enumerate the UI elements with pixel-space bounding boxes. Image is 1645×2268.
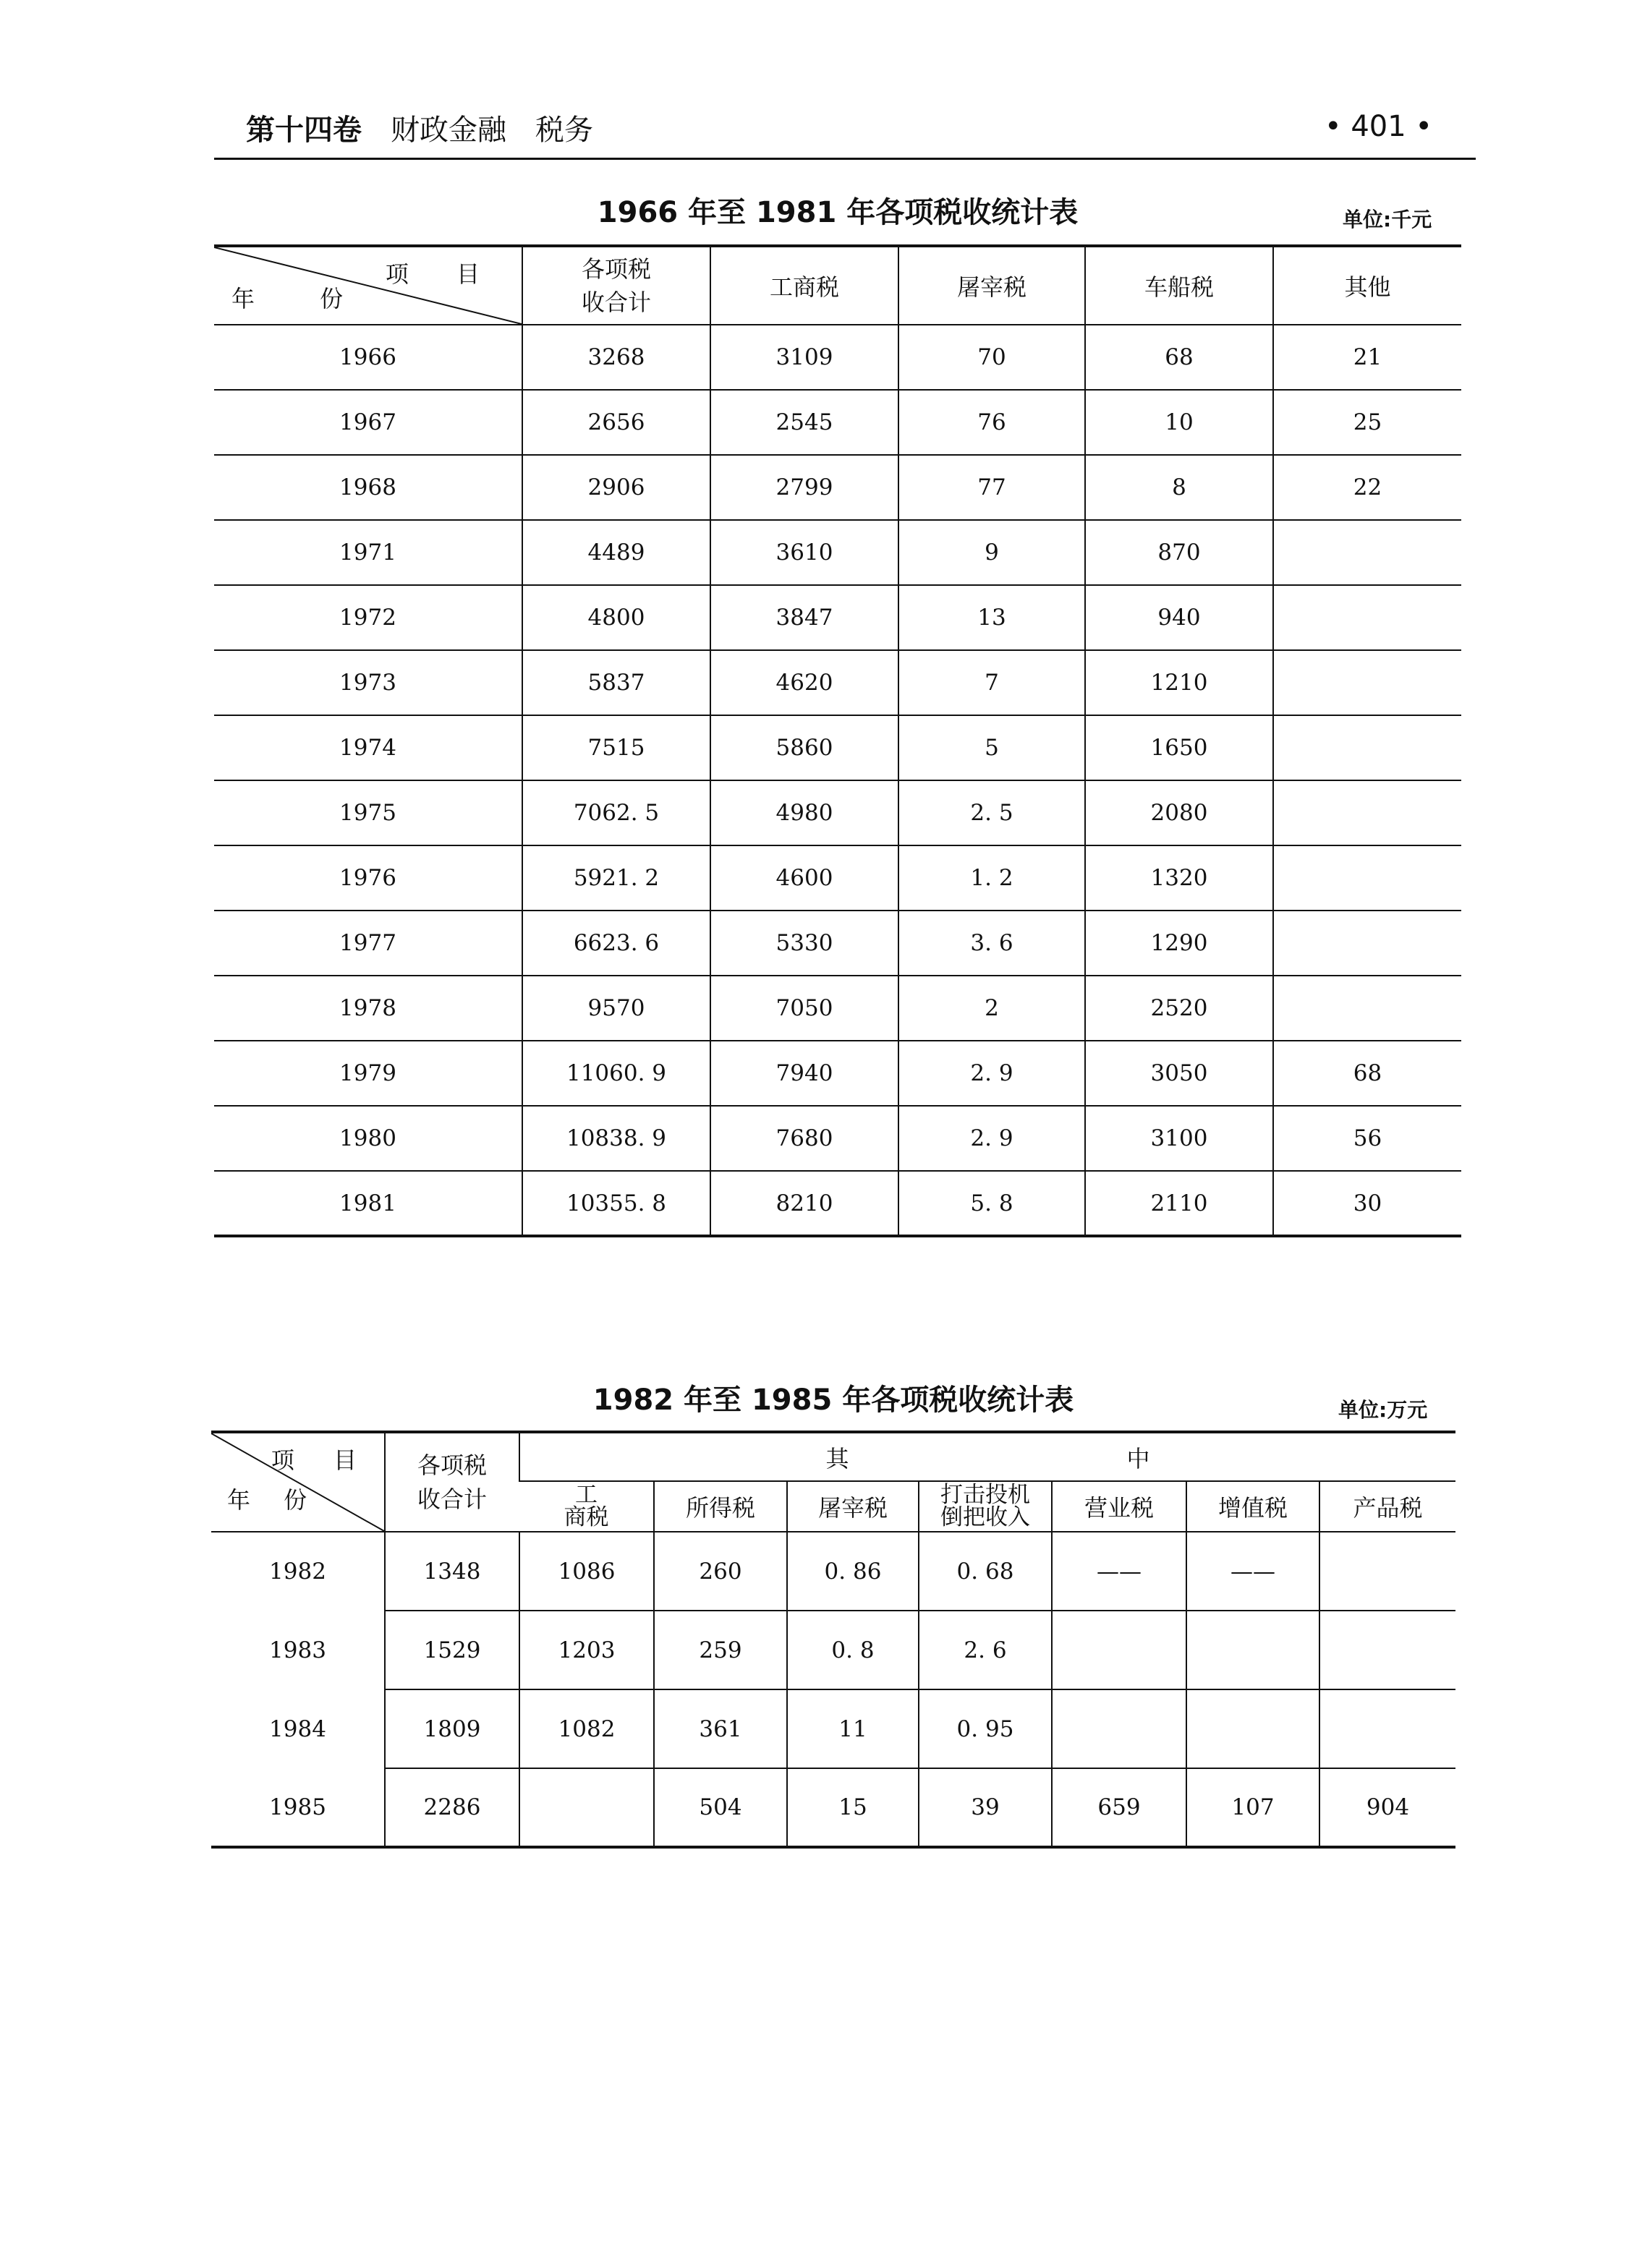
table-row — [214, 780, 1461, 845]
value-cell: 77 — [898, 455, 1085, 520]
value-cell — [519, 1768, 654, 1847]
header-vehicle-vessel-tax: 车船税 — [1085, 246, 1273, 325]
value-cell: 1. 2 — [898, 845, 1085, 911]
value-cell: 1086 — [519, 1532, 654, 1611]
value-cell: 7680 — [710, 1106, 898, 1171]
value-cell: 7 — [898, 650, 1085, 715]
corner-item-label: 项 目 — [271, 1446, 373, 1474]
header-industry-commerce-tax — [519, 1481, 654, 1532]
value-cell — [1273, 585, 1461, 650]
value-cell: 1203 — [519, 1611, 654, 1689]
value-cell: 8210 — [710, 1171, 898, 1236]
value-cell: 2520 — [1085, 976, 1273, 1041]
value-cell: 5 — [898, 715, 1085, 780]
value-cell: 76 — [898, 390, 1085, 455]
year-cell: 1984 — [269, 1715, 326, 1742]
value-cell: 7062. 5 — [522, 780, 710, 845]
table1-title: 1966 年至 1981 年各项税收统计表 — [597, 196, 1079, 229]
volume-label: 第十四卷 — [246, 114, 362, 147]
header-total — [385, 1432, 519, 1532]
value-cell — [1052, 1689, 1186, 1768]
value-cell: 259 — [654, 1611, 787, 1689]
value-cell: —— — [1052, 1532, 1186, 1611]
header-other: 其他 — [1273, 246, 1461, 325]
value-cell: 8 — [1085, 455, 1273, 520]
corner-item-label: 项 目 — [385, 260, 500, 288]
value-cell: 4620 — [710, 650, 898, 715]
value-cell — [1273, 780, 1461, 845]
year-cell: 1980 — [214, 1106, 522, 1171]
value-cell: 5330 — [710, 911, 898, 976]
value-cell: 659 — [1052, 1768, 1186, 1847]
value-cell: 56 — [1273, 1106, 1461, 1171]
table-row — [211, 1611, 1455, 1689]
value-cell: 3. 6 — [898, 911, 1085, 976]
header-slaughter-tax — [787, 1481, 919, 1532]
table-row — [211, 1689, 1455, 1768]
value-cell: 3109 — [710, 325, 898, 390]
value-cell: 940 — [1085, 585, 1273, 650]
header-industry-commerce-tax: 工商税 — [710, 246, 898, 325]
year-cell: 1981 — [214, 1171, 522, 1236]
value-cell: 2656 — [522, 390, 710, 455]
value-cell: 1809 — [385, 1689, 519, 1768]
page-header — [214, 101, 1476, 159]
value-cell: 3847 — [710, 585, 898, 650]
table-row — [214, 1106, 1461, 1171]
value-cell — [1052, 1611, 1186, 1689]
value-cell: 7515 — [522, 715, 710, 780]
value-cell: 5921. 2 — [522, 845, 710, 911]
value-cell: 0. 86 — [787, 1532, 919, 1611]
value-cell: 2. 5 — [898, 780, 1085, 845]
value-cell — [1186, 1689, 1319, 1768]
header-total — [522, 246, 710, 325]
header-value-added-tax — [1186, 1481, 1319, 1532]
value-cell: 2. 9 — [898, 1041, 1085, 1106]
value-cell — [1273, 650, 1461, 715]
table-row — [214, 325, 1461, 390]
value-cell: 1082 — [519, 1689, 654, 1768]
value-cell: 30 — [1273, 1171, 1461, 1236]
value-cell: 4600 — [710, 845, 898, 911]
value-cell: 1529 — [385, 1611, 519, 1689]
table1-corner-cell — [214, 246, 522, 325]
corner-year-label: 年 份 — [231, 285, 373, 312]
table-row — [214, 585, 1461, 650]
value-cell: 2906 — [522, 455, 710, 520]
value-cell — [1273, 911, 1461, 976]
value-cell: 39 — [919, 1768, 1052, 1847]
value-cell: 9 — [898, 520, 1085, 585]
value-cell: 2. 6 — [919, 1611, 1052, 1689]
value-cell — [1319, 1689, 1455, 1768]
table-row — [214, 390, 1461, 455]
value-cell: 2. 9 — [898, 1106, 1085, 1171]
value-cell: 260 — [654, 1532, 787, 1611]
table1 — [214, 244, 1461, 1237]
table2 — [211, 1431, 1455, 1849]
table2-corner-cell — [211, 1432, 385, 1532]
header-total-line1: 各项税 — [417, 1451, 487, 1480]
value-cell: 3100 — [1085, 1106, 1273, 1171]
value-cell: 4980 — [710, 780, 898, 845]
value-cell: 68 — [1273, 1041, 1461, 1106]
value-cell: 70 — [898, 325, 1085, 390]
table2-body — [211, 1532, 1455, 1847]
value-cell: 904 — [1319, 1768, 1455, 1847]
value-cell — [1273, 520, 1461, 585]
table-row — [214, 650, 1461, 715]
header-income-tax-line: 所得税 — [685, 1494, 755, 1522]
value-cell: 22 — [1273, 455, 1461, 520]
running-title — [246, 107, 593, 148]
value-cell — [1319, 1532, 1455, 1611]
table1-body — [214, 325, 1461, 1236]
value-cell: 3610 — [710, 520, 898, 585]
value-cell: 68 — [1085, 325, 1273, 390]
table-row — [214, 715, 1461, 780]
value-cell: 7940 — [710, 1041, 898, 1106]
header-industry-commerce-tax-line: 工 — [575, 1482, 598, 1508]
header-income-tax — [654, 1481, 787, 1532]
table-row — [211, 1768, 1455, 1847]
year-cell: 1972 — [214, 585, 522, 650]
year-cell: 1985 — [269, 1794, 326, 1820]
value-cell: 107 — [1186, 1768, 1319, 1847]
value-cell: —— — [1186, 1532, 1319, 1611]
header-total-line2: 收合计 — [581, 289, 651, 316]
value-cell: 5. 8 — [898, 1171, 1085, 1236]
section-label: 财政金融 税务 — [391, 114, 593, 147]
value-cell: 25 — [1273, 390, 1461, 455]
table-row — [214, 845, 1461, 911]
value-cell: 13 — [898, 585, 1085, 650]
value-cell: 1650 — [1085, 715, 1273, 780]
value-cell: 4800 — [522, 585, 710, 650]
header-anti-speculation-income-line: 打击投机 — [940, 1482, 1030, 1508]
value-cell: 15 — [787, 1768, 919, 1847]
year-cell: 1973 — [214, 650, 522, 715]
value-cell: 2286 — [385, 1768, 519, 1847]
year-cell: 1982 — [211, 1532, 385, 1611]
value-cell: 1210 — [1085, 650, 1273, 715]
header-rule — [214, 158, 1476, 160]
year-cell: 1966 — [214, 325, 522, 390]
value-cell: 0. 8 — [787, 1611, 919, 1689]
value-cell: 5837 — [522, 650, 710, 715]
table-row — [214, 520, 1461, 585]
header-business-tax-line: 营业税 — [1084, 1494, 1154, 1522]
value-cell: 361 — [654, 1689, 787, 1768]
table-row — [214, 1171, 1461, 1236]
value-cell: 1320 — [1085, 845, 1273, 911]
year-cell: 1978 — [214, 976, 522, 1041]
year-cell: 1976 — [214, 845, 522, 911]
value-cell: 504 — [654, 1768, 787, 1847]
header-slaughter-tax: 屠宰税 — [898, 246, 1085, 325]
value-cell: 2 — [898, 976, 1085, 1041]
header-product-tax-line: 产品税 — [1353, 1494, 1423, 1522]
value-cell — [1319, 1611, 1455, 1689]
table1-unit: 单位:千元 — [1343, 208, 1432, 231]
table-row — [214, 911, 1461, 976]
year-cell: 1974 — [214, 715, 522, 780]
header-business-tax — [1052, 1481, 1186, 1532]
year-cell: 1983 — [269, 1637, 326, 1663]
year-cell: 1975 — [214, 780, 522, 845]
value-cell: 10 — [1085, 390, 1273, 455]
value-cell: 2110 — [1085, 1171, 1273, 1236]
header-product-tax — [1319, 1481, 1455, 1532]
value-cell: 3268 — [522, 325, 710, 390]
value-cell — [1273, 845, 1461, 911]
value-cell: 0. 68 — [919, 1532, 1052, 1611]
year-cell: 1971 — [214, 520, 522, 585]
header-slaughter-tax-line: 屠宰税 — [817, 1494, 888, 1522]
value-cell: 10838. 9 — [522, 1106, 710, 1171]
value-cell — [1273, 715, 1461, 780]
year-cell: 1967 — [214, 390, 522, 455]
value-cell: 7050 — [710, 976, 898, 1041]
table-row — [214, 976, 1461, 1041]
table-row — [214, 1041, 1461, 1106]
year-cell: 1979 — [214, 1041, 522, 1106]
value-cell: 1290 — [1085, 911, 1273, 976]
value-cell: 6623. 6 — [522, 911, 710, 976]
header-total-line2: 收合计 — [417, 1485, 487, 1513]
value-cell: 10355. 8 — [522, 1171, 710, 1236]
header-value-added-tax-line: 增值税 — [1217, 1494, 1288, 1522]
page-number: • 401 • — [1325, 110, 1432, 143]
value-cell — [1273, 976, 1461, 1041]
value-cell: 3050 — [1085, 1041, 1273, 1106]
table1-header-row — [214, 246, 1461, 325]
header-anti-speculation-income — [919, 1481, 1052, 1532]
year-cell: 1977 — [214, 911, 522, 976]
value-cell: 0. 95 — [919, 1689, 1052, 1768]
value-cell: 2080 — [1085, 780, 1273, 845]
value-cell: 21 — [1273, 325, 1461, 390]
value-cell: 2545 — [710, 390, 898, 455]
table2-header-row1 — [211, 1432, 1455, 1481]
table2-unit: 单位:万元 — [1338, 1398, 1428, 1422]
table-row — [214, 455, 1461, 520]
header-of-which: 其 中 — [519, 1432, 1455, 1481]
value-cell: 2799 — [710, 455, 898, 520]
value-cell — [1186, 1611, 1319, 1689]
value-cell: 870 — [1085, 520, 1273, 585]
table-row — [211, 1532, 1455, 1611]
value-cell: 11 — [787, 1689, 919, 1768]
value-cell: 9570 — [522, 976, 710, 1041]
value-cell: 11060. 9 — [522, 1041, 710, 1106]
value-cell: 4489 — [522, 520, 710, 585]
corner-year-label: 年 份 — [227, 1486, 320, 1514]
header-anti-speculation-income-line: 倒把收入 — [940, 1504, 1030, 1530]
header-industry-commerce-tax-line: 商税 — [564, 1504, 609, 1530]
value-cell: 5860 — [710, 715, 898, 780]
header-total-line1: 各项税 — [581, 255, 651, 283]
table2-title: 1982 年至 1985 年各项税收统计表 — [592, 1384, 1074, 1417]
value-cell: 1348 — [385, 1532, 519, 1611]
year-cell: 1968 — [214, 455, 522, 520]
